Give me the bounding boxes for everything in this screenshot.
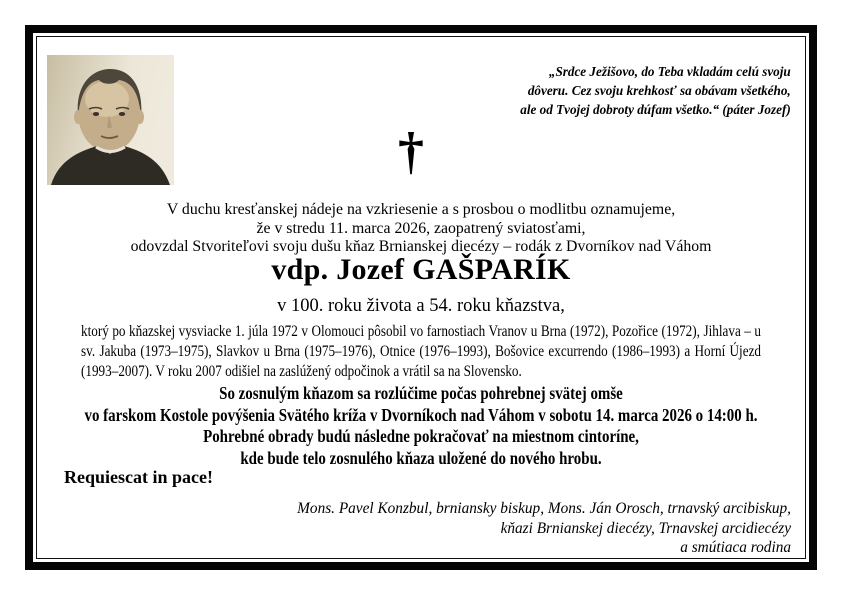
- announcement-line: odovzdal Stvoriteľovi svoju dušu kňaz Brnianskej diecézy – rodák z Dvorníkov nad Váhom: [130, 238, 712, 255]
- mourners-signature: [297, 499, 791, 558]
- biography-paragraph: ktorý po kňazskej vysviacke 1. júla 1972 v Olomouci pôsobil vo farnostiach Vranov u Brna (1972), Pozořice (1972), Jihlava – u sv. Jakuba (1973–1975), Slavkov u Brna (1975–1976), Otnice (1976–1993), Bošovice excurrendo (1986–1993) a Horní Újezd (1993–2007). V roku 2007 odišiel na zaslúžený odpočinok a vrátil sa na Slovensko.: [81, 323, 761, 380]
- photo-eye-right: [119, 112, 125, 116]
- deceased-name: vdp. Jozef GAŠPARÍK: [271, 253, 571, 286]
- funeral-section: [0, 383, 842, 469]
- announcement-line: že v stredu 11. marca 2026, zaopatrený sviatosťami,: [256, 219, 586, 237]
- biography-section: [0, 322, 842, 382]
- funeral-line: So zosnulým kňazom sa rozlúčime počas pohrebnej svätej omše: [219, 383, 623, 403]
- photo-ear-left: [74, 110, 82, 124]
- photo-forehead-highlight: [85, 81, 129, 117]
- quote-line: „Srdce Ježišovo, do Teba vkladám celú svoju: [549, 65, 791, 80]
- funeral-line: vo farskom Kostole povýšenia Svätého kríža v Dvorníkoch nad Váhom v sobotu 14. marca 2026 o 14:00 h.: [84, 404, 758, 425]
- funeral-line: Pohrebné obrady budú následne pokračovať na miestnom cintoríne,: [203, 426, 639, 446]
- requiescat-line: Requiescat in pace!: [64, 467, 213, 487]
- funeral-details: [31, 383, 811, 469]
- photo-eye-left: [93, 112, 99, 116]
- mourners-line: a smútiaca rodina: [680, 539, 791, 556]
- mourners-line: Mons. Pavel Konzbul, brniansky biskup, Mons. Ján Orosch, trnavský arcibiskup,: [297, 500, 791, 517]
- latin-cross-icon: †: [398, 123, 424, 180]
- mourners-line: kňazi Brnianskej diecézy, Trnavskej arcidiecézy: [500, 519, 791, 537]
- photo-ear-right: [136, 110, 144, 124]
- epigraph-quote: [521, 63, 791, 120]
- announcement-line: V duchu kresťanskej nádeje na vzkriesenie a s prosbou o modlitbu oznamujeme,: [166, 201, 676, 218]
- death-announcement: [0, 201, 842, 257]
- funeral-line: kde bude telo zosnulého kňaza uložené do nového hrobu.: [240, 447, 602, 468]
- quote-line: dôveru. Cez svoju krehkosť sa obávam všetkého,: [528, 84, 791, 99]
- age-line: v 100. roku života a 54. roku kňazstva,: [277, 296, 565, 316]
- quote-line: ale od Tvojej dobroty dúfam všetko.“ (páter Jozef): [520, 103, 791, 118]
